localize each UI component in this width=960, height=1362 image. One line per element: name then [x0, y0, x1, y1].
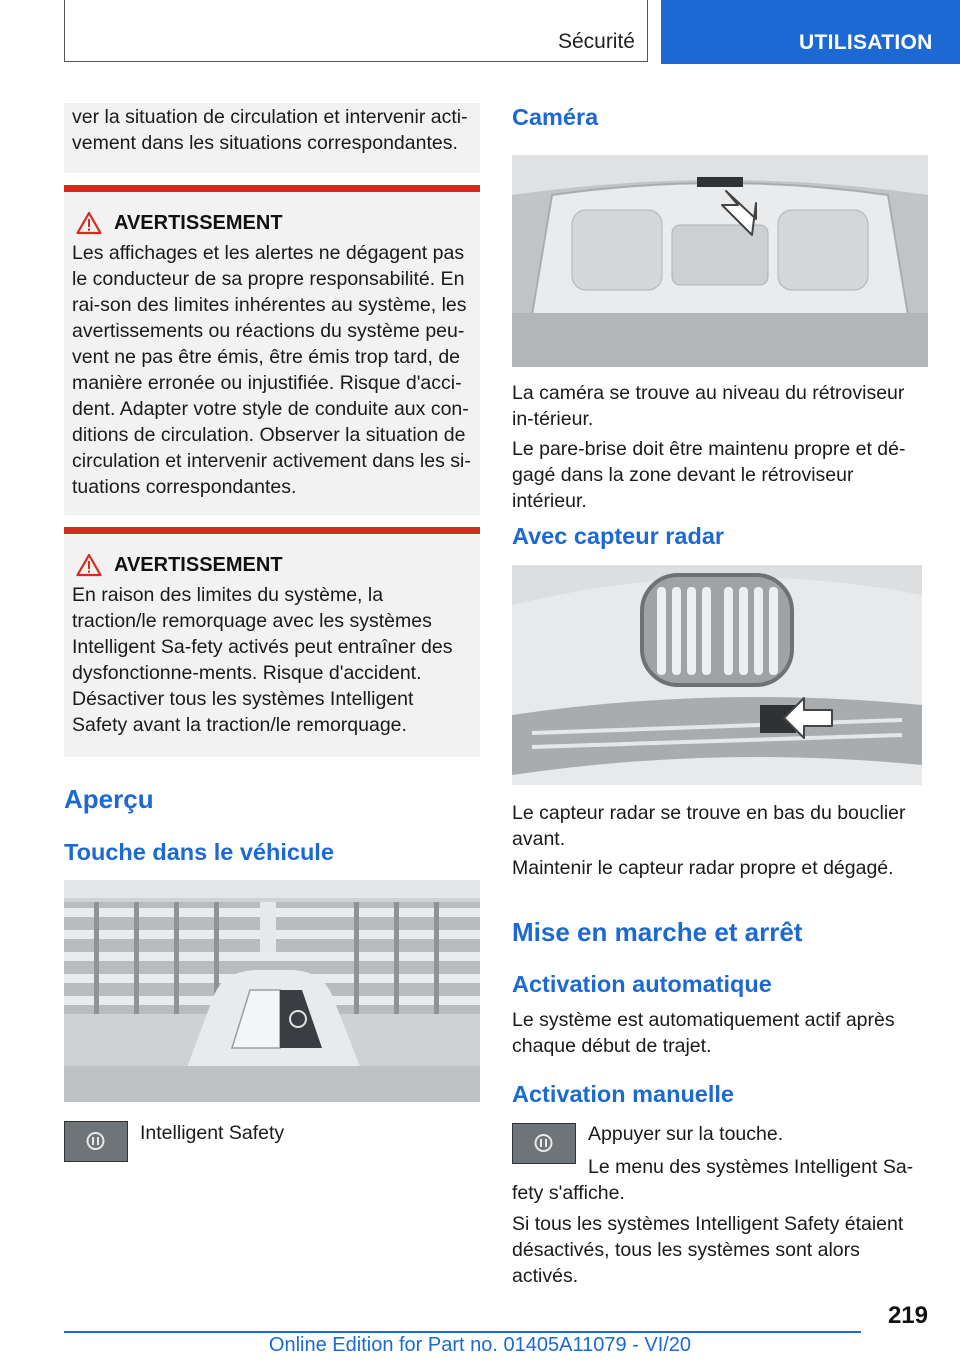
radar-sensor-image — [512, 565, 922, 785]
manuelle-paragraph-2a: Le menu des systèmes Intelligent Sa- — [588, 1156, 914, 1178]
warning-bar-2 — [64, 527, 480, 534]
auto-paragraph: Le système est automatiquement actif après chaque début de trajet. — [512, 1009, 895, 1057]
warning-triangle-icon — [76, 211, 102, 235]
camera-paragraph-1: La caméra se trouve au niveau du rétroviseur in-térieur. — [512, 382, 905, 430]
heading-apercu: Aperçu — [64, 784, 154, 814]
manuelle-paragraph-2b: fety s'affiche. — [512, 1182, 625, 1204]
warning-text-1: Les affichages et les alertes ne dégagent pas le conducteur de sa propre responsabilité. En rai-son des limites inhérentes au système, les avertissements ou réactions du système peu-vent ne pas être émis, être émis trop tard, de manière erronée ou injustifiée. Risque d'acci-dent. Adapter votre style de conduite aux con-ditions de circulation. Observer la situation de circulation et intervenir activement dans les si-tuations correspondantes. — [72, 242, 471, 498]
warning-title-1 — [72, 208, 472, 238]
warning-box-1 — [64, 192, 480, 515]
footer-rule — [64, 1331, 861, 1333]
heading-activation-manuelle: Activation manuelle — [512, 1081, 734, 1107]
warning-box-2 — [64, 534, 480, 757]
heading-camera: Caméra — [512, 104, 599, 130]
console-button-image — [64, 880, 480, 1102]
intelligent-safety-button-icon-2[interactable] — [512, 1123, 576, 1164]
footer-edition: Online Edition for Part no. 01405A11079 - VI/20 — [268, 1334, 692, 1356]
intelligent-safety-icon — [65, 1122, 126, 1160]
console-illustration — [64, 880, 480, 1102]
heading-mise-en-marche: Mise en marche et arrêt — [512, 917, 803, 947]
header-chapter-tab[interactable] — [661, 0, 960, 64]
header-chapter-label: UTILISATION — [799, 31, 933, 54]
heading-radar: Avec capteur radar — [512, 523, 725, 549]
continuation-box — [64, 103, 480, 173]
manuelle-paragraph-1: Appuyer sur la touche. — [588, 1123, 784, 1145]
intelligent-safety-icon — [513, 1124, 574, 1162]
warning-triangle-icon — [76, 553, 102, 577]
warning-title-text-1: AVERTISSEMENT — [114, 211, 283, 234]
radar-paragraph-2: Maintenir le capteur radar propre et dégagé. — [512, 857, 894, 879]
intelligent-safety-button-icon[interactable] — [64, 1121, 128, 1162]
warning-title-2 — [72, 550, 472, 580]
camera-location-image — [512, 155, 928, 367]
page-number: 219 — [887, 1302, 928, 1329]
radar-illustration — [512, 565, 922, 785]
continuation-text: ver la situation de circulation et intervenir acti-vement dans les situations correspondantes. — [72, 106, 468, 154]
camera-paragraph-2: Le pare-brise doit être maintenu propre et dé-gagé dans la zone devant le rétroviseur intérieur. — [512, 438, 906, 512]
radar-paragraph-1: Le capteur radar se trouve en bas du bouclier avant. — [512, 802, 906, 850]
button-caption: Intelligent Safety — [140, 1122, 285, 1144]
heading-activation-auto: Activation automatique — [512, 971, 772, 997]
warning-text-2: En raison des limites du système, la traction/le remorquage avec les systèmes Intelligent Sa-fety activés peut entraîner des dysfonctionne-ments. Risque d'accident. Désactiver tous les systèmes Intelligent Safety avant la traction/le remorquage. — [72, 584, 453, 736]
warning-title-text-2: AVERTISSEMENT — [114, 553, 283, 576]
camera-illustration — [512, 155, 928, 367]
warning-bar-1 — [64, 185, 480, 192]
manuelle-paragraph-3: Si tous les systèmes Intelligent Safety étaient désactivés, tous les systèmes sont alors activés. — [512, 1213, 904, 1287]
heading-touche: Touche dans le véhicule — [64, 839, 334, 865]
header-section-title: Sécurité — [557, 30, 635, 53]
